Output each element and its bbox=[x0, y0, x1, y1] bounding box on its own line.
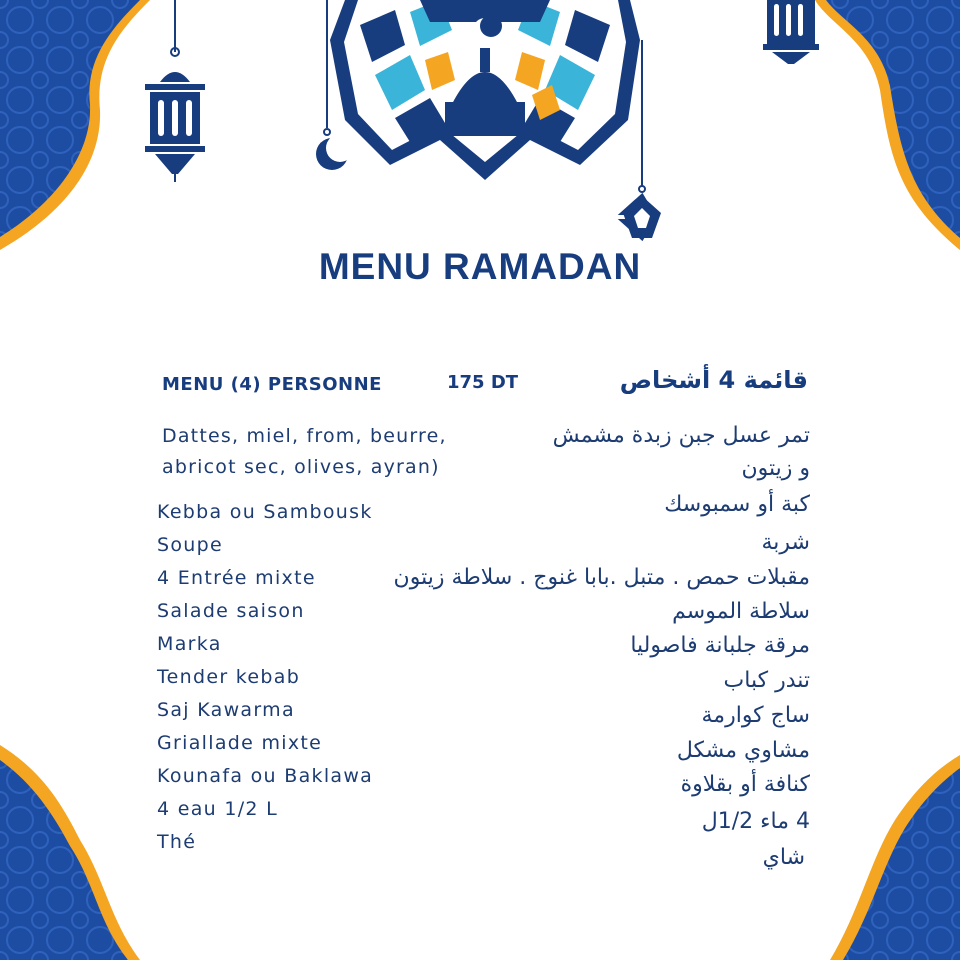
menu-label-french: MENU (4) PERSONNE bbox=[162, 374, 382, 395]
menu-item-french: Kounafa ou Baklawa bbox=[157, 765, 374, 787]
intro-french-line-2: abricot sec, olives, ayran) bbox=[162, 456, 440, 478]
menu-item-arabic: سلاطة الموسم bbox=[672, 599, 810, 624]
mosque-medallion-icon bbox=[330, 0, 640, 180]
bottom-right-corner-pattern bbox=[830, 755, 960, 960]
right-lantern-icon bbox=[763, 0, 819, 64]
menu-item-french: Saj Kawarma bbox=[157, 699, 295, 721]
menu-item-french: 4 Entrée mixte bbox=[157, 567, 316, 589]
menu-item-arabic: كنافة أو بقلاوة bbox=[680, 772, 810, 797]
menu-item-french: 4 eau 1/2 L bbox=[157, 798, 279, 820]
page-title: MENU RAMADAN bbox=[318, 246, 642, 287]
left-lantern-icon bbox=[145, 0, 205, 182]
menu-item-french: Tender kebab bbox=[157, 666, 301, 688]
menu-item-arabic: شربة bbox=[761, 530, 810, 555]
menu-item-french: Griallade mixte bbox=[157, 732, 323, 754]
top-right-corner-pattern bbox=[815, 0, 960, 250]
bottom-left-corner-pattern bbox=[0, 745, 140, 960]
menu-item-arabic: مقبلات حمص . متبل .بابا غنوج . سلاطة زيتون bbox=[393, 565, 810, 590]
menu-item-arabic: شاي bbox=[762, 845, 805, 870]
menu-item-arabic: كبة أو سمبوسك bbox=[664, 492, 810, 517]
menu-price: 175 DT bbox=[447, 372, 519, 393]
top-left-corner-pattern bbox=[0, 0, 150, 250]
menu-item-french: Thé bbox=[157, 831, 197, 853]
menu-item-arabic: تندر كباب bbox=[723, 668, 810, 693]
menu-item-french: Soupe bbox=[157, 534, 223, 556]
menu-item-arabic: مشاوي مشكل bbox=[676, 738, 810, 763]
menu-item-french: Marka bbox=[157, 633, 222, 655]
menu-item-arabic: مرقة جلبانة فاصوليا bbox=[630, 633, 810, 658]
intro-arabic-line-1: تمر عسل جبن زبدة مشمش bbox=[552, 423, 810, 448]
menu-item-arabic: 4 ماء 1/2ل bbox=[701, 809, 810, 834]
menu-item-french: Salade saison bbox=[157, 600, 305, 622]
intro-arabic-line-2: و زيتون bbox=[741, 456, 810, 481]
menu-label-arabic: قائمة 4 أشخاص bbox=[619, 366, 808, 394]
intro-french-line-1: Dattes, miel, from, beurre, bbox=[162, 425, 447, 447]
menu-item-french: Kebba ou Sambousk bbox=[157, 501, 373, 523]
menu-item-arabic: ساج كوارمة bbox=[701, 703, 810, 728]
